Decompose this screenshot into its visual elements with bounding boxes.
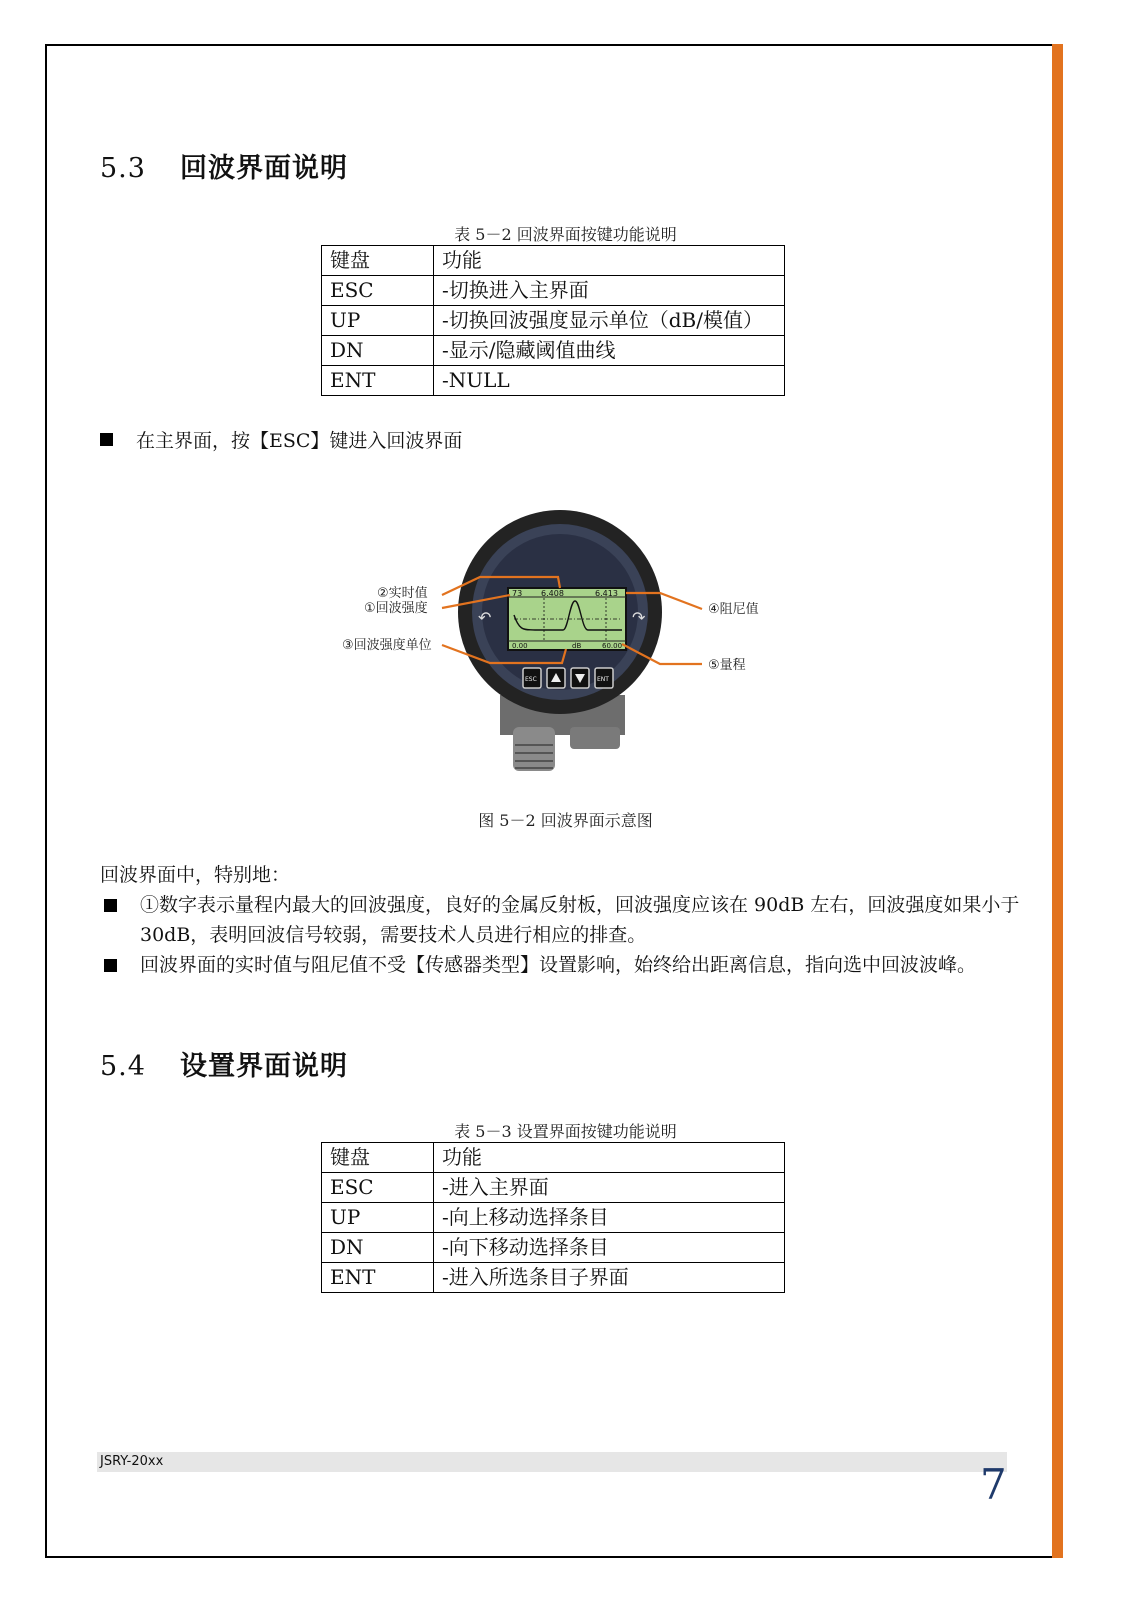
table-cell-func: -向下移动选择条目 [434,1233,785,1263]
key-function-table-5-3 [321,1142,785,1293]
table-cell-key: ESC [322,276,434,306]
rotate-right-icon: ↷ [632,608,646,627]
table-header-key: 键盘 [322,246,434,276]
bullet-text: 回波界面的实时值与阻尼值不受【传感器类型】设置影响，始终给出距离信息，指向选中回波波峰。 [140,954,977,976]
table-cell-key: DN [322,1233,434,1263]
bullet-square-icon [104,959,117,972]
section-number: 5.4 [100,1051,146,1082]
table-cell-func: -向上移动选择条目 [434,1203,785,1233]
lcd-strength-value: 73 [512,589,523,598]
table-row [322,276,785,306]
callout-damping: ④阻尼值 [708,602,759,617]
table-cell-key: ENT [322,1263,434,1293]
section-heading-5-3 [100,146,348,185]
bullet-square-icon [100,433,113,446]
footer-bar [97,1452,1007,1472]
cable-gland-left [513,727,555,771]
footer-doc-id: JSRY-20xx [100,1454,164,1469]
callout-realtime: ②实时值 [377,586,428,601]
callout-range: ⑤量程 [708,658,746,673]
table-row [322,1203,785,1233]
table-cell-func: -NULL [434,366,785,396]
section-title: 设置界面说明 [180,1051,348,1082]
table-cell-func: -进入主界面 [434,1173,785,1203]
table-caption: 表 5－2 回波界面按键功能说明 [454,225,677,244]
table-header-row [322,246,785,276]
table-header-row [322,1143,785,1173]
cable-gland-right [570,727,620,749]
section-title: 回波界面说明 [180,153,348,184]
lcd-unit-label: dB [572,642,582,650]
table-cell-func: -进入所选条目子界面 [434,1263,785,1293]
section-number: 5.3 [100,153,146,184]
table-cell-func: -切换进入主界面 [434,276,785,306]
bullet-square-icon [104,899,117,912]
lcd-range-max: 60.00 [602,642,623,650]
bullet-text: 在主界面，按【ESC】键进入回波界面 [136,430,463,452]
table-cell-key: DN [322,336,434,366]
table-header-key: 键盘 [322,1143,434,1173]
table-caption: 表 5－3 设置界面按键功能说明 [454,1122,677,1141]
page-number: 7 [980,1460,1007,1509]
rotate-left-icon: ↶ [478,608,492,627]
callout-strength: ①回波强度 [364,601,428,616]
table-header-func: 功能 [434,1143,785,1173]
key-function-table-5-2 [321,245,785,396]
table-row [322,336,785,366]
echo-intro-paragraph: 回波界面中，特别地： [100,864,291,886]
table-cell-key: UP [322,306,434,336]
table-cell-func: -切换回波强度显示单位（dB/模值） [434,306,785,336]
table-cell-func: -显示/隐藏阈值曲线 [434,336,785,366]
table-header-func: 功能 [434,246,785,276]
table-row [322,366,785,396]
page-edge-accent [1052,44,1063,1558]
table-cell-key: UP [322,1203,434,1233]
table-row [322,306,785,336]
device-ent-label: ENT [597,676,609,683]
table-cell-key: ESC [322,1173,434,1203]
table-row [322,1263,785,1293]
lcd-range-min: 0.00 [512,642,528,650]
table-row [322,1173,785,1203]
echo-bullet-2 [100,950,1020,980]
device-esc-label: ESC [525,676,537,683]
bullet-esc-instruction [100,426,462,456]
table-cell-key: ENT [322,366,434,396]
echo-bullet-1 [100,890,1020,950]
bullet-text: ①数字表示量程内最大的回波强度，良好的金属反射板，回波强度应该在 90dB 左右，回波强度如果小于 30dB，表明回波信号较弱，需要技术人员进行相应的排查。 [140,894,1020,946]
figure-caption: 图 5－2 回波界面示意图 [478,811,653,830]
lcd-damping-value: 6.413 [595,589,618,598]
callout-unit: ③回波强度单位 [342,638,432,653]
echo-display-figure [330,505,800,805]
lcd-realtime-value: 6.408 [541,589,564,598]
table-row [322,1233,785,1263]
section-heading-5-4 [100,1044,348,1083]
